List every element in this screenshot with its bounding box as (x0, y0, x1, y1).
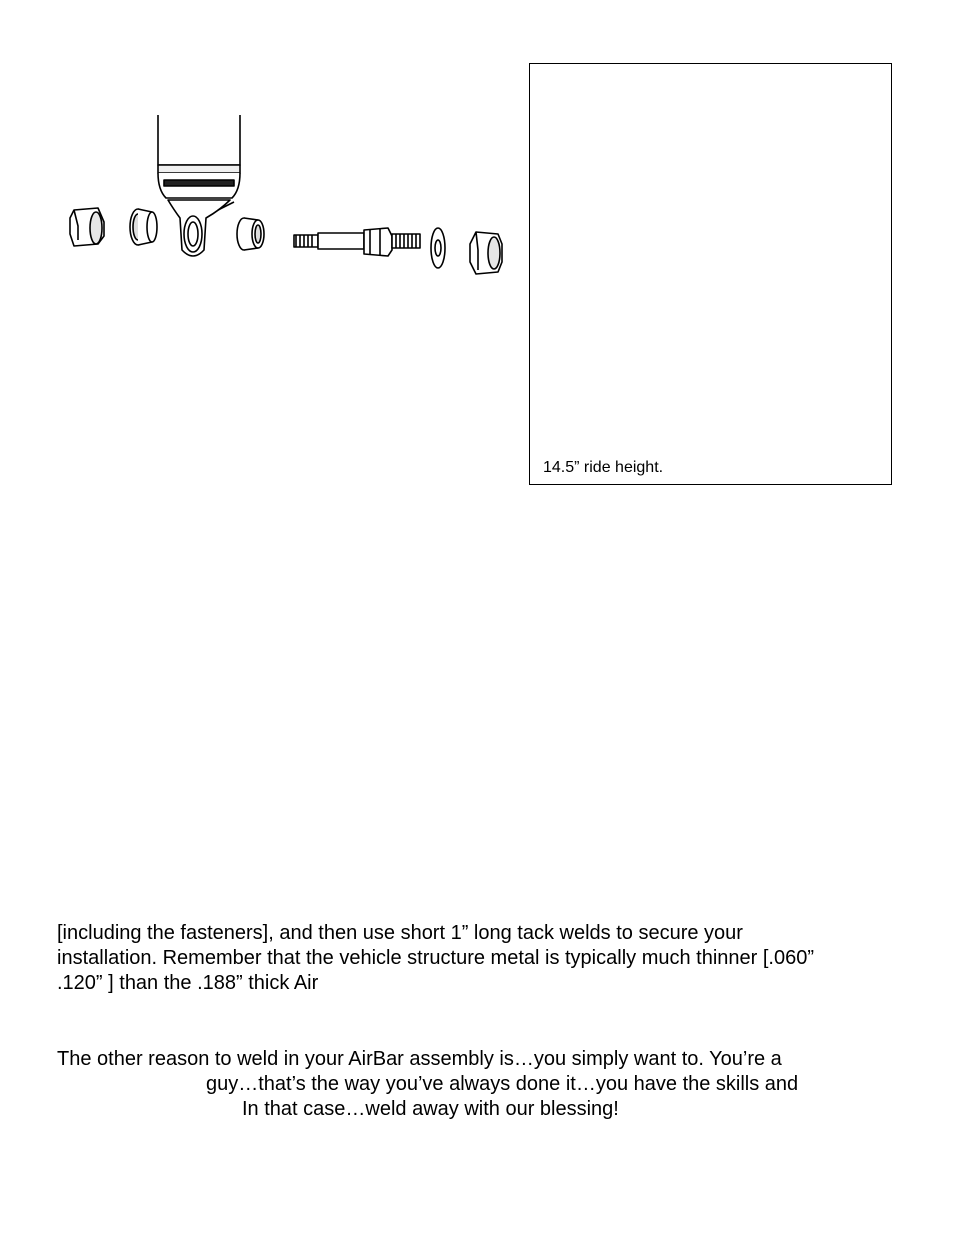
bushing-icon (130, 209, 157, 245)
nut-icon (470, 232, 502, 274)
callout-text: 14.5” ride height. (543, 459, 664, 476)
paragraph-line: installation. Remember that the vehicle structure metal is typically much thinner [.060” (57, 947, 815, 969)
bushing-icon (237, 218, 264, 250)
bolt-icon (294, 228, 420, 256)
washer-icon (431, 228, 445, 268)
paragraph-line: guy…that’s the way you’ve always done it…you have the skills and (206, 1073, 799, 1095)
nut-icon (70, 208, 104, 246)
paragraph-line: The other reason to weld in your AirBar assembly is…you simply want to. You’re a (57, 1048, 782, 1070)
paragraph-line: .120” ] than the .188” thick Air (57, 972, 319, 994)
callout-box (529, 63, 892, 485)
paragraph-line: In that case…weld away with our blessing! (242, 1098, 619, 1120)
paragraph-line: [including the fasteners], and then use short 1” long tack welds to secure your (57, 922, 743, 944)
shock-mount-exploded-view-icon (58, 110, 508, 285)
shock-body-icon (158, 115, 240, 256)
